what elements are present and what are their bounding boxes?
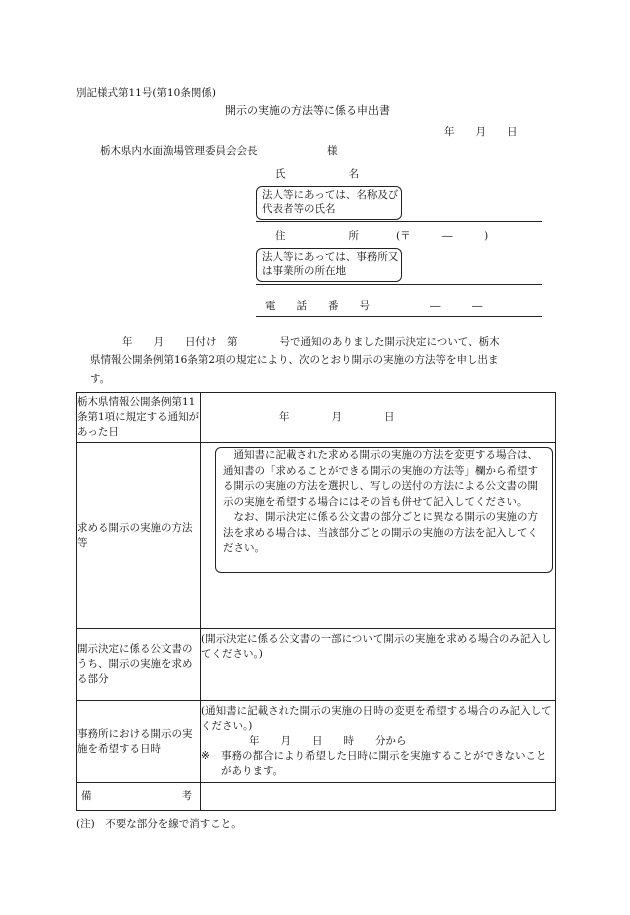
table-row <box>77 443 556 629</box>
datetime-value: 年 月 日 時 分から <box>249 735 407 747</box>
footer-note: (注) 不要な部分を線で消すこと。 <box>76 818 242 830</box>
address-underline <box>256 284 542 285</box>
phone-underline <box>256 316 542 317</box>
notice-date-label: 栃木県情報公開条例第11条第1項に規定する通知があった日 <box>77 393 201 443</box>
addressee: 栃木県内水面漁場管理委員会会長 <box>100 145 258 157</box>
datetime-note: (通知書に記載された開示の実施の日時の変更を希望する場合のみ記入してください。) <box>201 705 552 732</box>
portion-field[interactable]: (開示決定に係る公文書の一部について開示の実施を求める場合のみ記入してください。) <box>201 629 556 701</box>
intro-line-1: 年 月 日付け 第 号で通知のありました開示決定について、栃木 <box>122 336 500 348</box>
address-label: 住 所 <box>275 230 359 242</box>
method-note-p1: 通知書に記載された求める開示の実施の方法を変更する場合は、通知書の「求めることができる開示の実施の方法等」欄から希望する開示の実施の方法を選択し、写しの送付の方法による公文書の開示の実施を希望する場合にはその旨も併せて記入してください。 <box>223 449 538 508</box>
remark-mark: ※ <box>201 750 210 762</box>
request-table <box>76 392 556 811</box>
address-note: 法人等にあっては、事務所又は事業所の所在地 <box>262 251 399 277</box>
table-row <box>77 629 556 701</box>
document-title: 開示の実施の方法等に係る申出書 <box>225 104 390 117</box>
remarks-label: 備 考 <box>77 783 201 811</box>
method-field[interactable] <box>201 443 556 629</box>
form-number: 別記様式第11号(第10条関係) <box>76 87 216 99</box>
datetime-label: 事務所における開示の実施を希望する日時 <box>77 701 201 783</box>
datetime-field[interactable] <box>201 701 556 783</box>
notice-date-field[interactable]: 年 月 日 <box>201 393 556 443</box>
table-row <box>77 701 556 783</box>
table-row <box>77 393 556 443</box>
intro-line-3: す。 <box>90 373 111 385</box>
phone-label: 電 話 番 号 <box>265 300 370 312</box>
intro-line-2: 県情報公開条例第16条第2項の規定により、次のとおり開示の実施の方法等を申し出ま <box>90 354 499 366</box>
date-line[interactable]: 年 月 日 <box>444 126 518 138</box>
phone-field[interactable]: ― ― <box>430 300 483 312</box>
postal-code-field[interactable]: (〒 ― ) <box>396 230 489 242</box>
remarks-field[interactable] <box>201 783 556 811</box>
addressee-honorific: 様 <box>327 145 338 157</box>
method-note-bracket <box>215 447 553 573</box>
portion-label: 開示決定に係る公文書のうち、開示の実施を求める部分 <box>77 629 201 701</box>
method-label: 求める開示の実施の方法等 <box>77 443 201 629</box>
method-note-p2: なお、開示決定に係る公文書の部分ごとに異なる開示の実施の方法を求める場合は、当該部分ごとの開示の実施の方法を記入してください。 <box>223 511 538 554</box>
name-underline <box>256 221 542 222</box>
name-label: 氏 名 <box>275 168 359 180</box>
name-note: 法人等にあっては、名称及び代表者等の氏名 <box>262 189 399 215</box>
table-row <box>77 783 556 811</box>
datetime-remark <box>201 749 555 779</box>
remark-text: 事務の都合により希望した日時に開示を実施することができないことがあります。 <box>221 750 547 777</box>
